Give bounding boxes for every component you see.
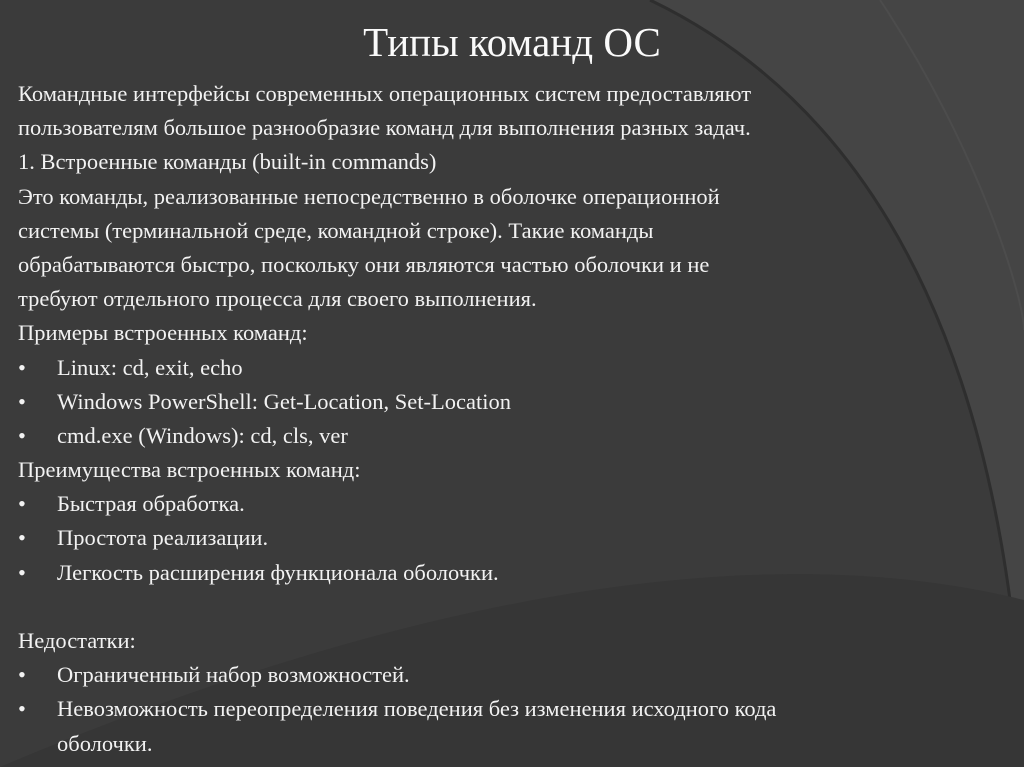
intro-line: Командные интерфейсы современных операционных систем предоставляют xyxy=(18,81,752,106)
bullet-icon: • xyxy=(18,491,26,517)
list-item xyxy=(18,487,1008,521)
bullet-icon: • xyxy=(18,696,26,722)
list-item-text: Невозможность переопределения поведения без изменения исходного кода xyxy=(57,696,777,722)
list-item xyxy=(18,351,1008,385)
list-item-text: Быстрая обработка. xyxy=(57,491,245,517)
disadvantages-heading: Недостатки: xyxy=(18,628,136,653)
list-item-text: оболочки. xyxy=(57,730,153,756)
description-line: требуют отдельного процесса для своего выполнения. xyxy=(18,286,537,312)
list-item xyxy=(18,419,1008,453)
list-item xyxy=(18,521,1008,555)
list-item-text: Linux: cd, exit, echo xyxy=(57,354,243,380)
list-item-text: Легкость расширения функционала оболочки. xyxy=(57,559,499,585)
spacer xyxy=(18,590,1008,624)
list-item-text: cmd.exe (Windows): cd, cls, ver xyxy=(57,422,348,448)
slide-title: Типы команд ОС xyxy=(363,19,661,65)
description-line: Это команды, реализованные непосредственно в оболочке операционной xyxy=(18,183,720,209)
description-line: обрабатываются быстро, поскольку они являются частью оболочки и не xyxy=(18,251,710,277)
list-item-text: Windows PowerShell: Get-Location, Set-Location xyxy=(57,388,511,414)
examples-heading: Примеры встроенных команд: xyxy=(18,320,308,346)
list-item xyxy=(18,385,1008,419)
list-item-text: Ограниченный набор возможностей. xyxy=(57,662,410,688)
intro-line: пользователям большое разнообразие команд для выполнения разных задач. xyxy=(18,115,751,141)
list-item xyxy=(18,658,1008,692)
bullet-icon: • xyxy=(18,388,26,414)
bullet-icon: • xyxy=(18,662,26,688)
list-item-text: Простота реализации. xyxy=(57,525,269,551)
bullet-icon: • xyxy=(18,422,26,448)
list-item xyxy=(18,556,1008,590)
bullet-icon: • xyxy=(18,354,26,380)
section-heading: 1. Встроенные команды (built-in commands) xyxy=(18,149,437,175)
list-item xyxy=(18,692,1008,726)
description-line: системы (терминальной среде, командной строке). Такие команды xyxy=(18,217,654,243)
bullet-icon: • xyxy=(18,559,26,585)
bullet-icon: • xyxy=(18,525,26,551)
advantages-heading: Преимущества встроенных команд: xyxy=(18,457,361,483)
slide-body xyxy=(18,77,1008,761)
list-item-continuation xyxy=(18,727,1008,761)
